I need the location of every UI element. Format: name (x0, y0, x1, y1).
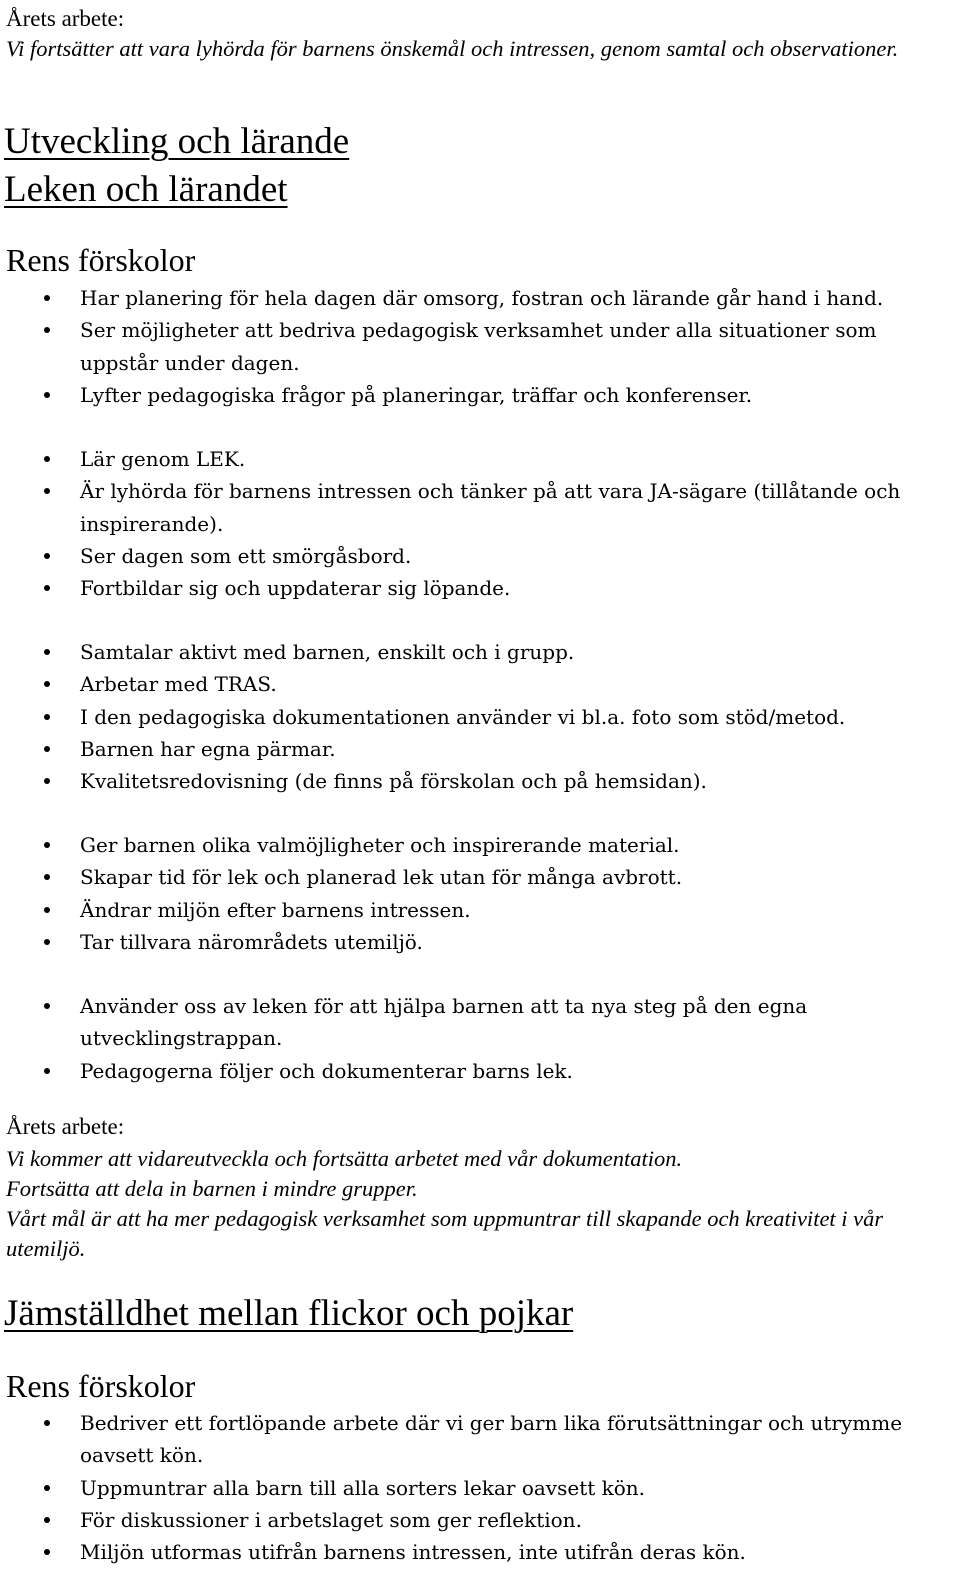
yearly-work-label-2: Årets arbete: (6, 1114, 125, 1139)
section-heading-leken: Leken och lärandet (4, 169, 288, 210)
list-item: I den pedagogiska dokumentationen använder vi bl.a. foto som stöd/metod. (0, 701, 960, 733)
list-item: Skapar tid för lek och planerad lek utan för många avbrott. (0, 861, 960, 893)
list-item: Lär genom LEK. (0, 443, 960, 475)
list-item: Kvalitetsredovisning (de finns på förskolan och på hemsidan). (0, 765, 960, 797)
list-item: Tar tillvara närområdets utemiljö. (0, 926, 960, 958)
list-item: Samtalar aktivt med barnen, enskilt och i grupp. (0, 636, 960, 668)
bullet-icon (44, 939, 50, 945)
bullet-list-equality (0, 1407, 960, 1568)
bullet-icon (44, 295, 50, 301)
bullet-icon (44, 649, 50, 655)
list-item: Har planering för hela dagen där omsorg, fostran och lärande går hand i hand. (0, 282, 960, 314)
list-item: Barnen har egna pärmar. (0, 733, 960, 765)
bullet-icon (44, 746, 50, 752)
yearly-work-line-1: Vi kommer att vidareutveckla och fortsätta arbetet med vår dokumentation. (6, 1146, 683, 1171)
section-heading-jamstalldhet: Jämställdhet mellan flickor och pojkar (4, 1293, 574, 1334)
list-item: Bedriver ett fortlöpande arbete där vi ger barn lika förutsättningar och utrymme oavsett kön. (0, 1407, 960, 1472)
bullet-icon (44, 585, 50, 591)
list-item: Arbetar med TRAS. (0, 668, 960, 700)
yearly-work-line-2: Fortsätta att dela in barnen i mindre grupper. (6, 1176, 418, 1201)
bullet-list-environment (0, 829, 960, 958)
bullet-icon (44, 456, 50, 462)
list-item: Använder oss av leken för att hjälpa barnen att ta nya steg på den egna utvecklingstrappan. (0, 990, 960, 1055)
list-item: Miljön utformas utifrån barnens intressen, inte utifrån deras kön. (0, 1536, 960, 1568)
subheading-rens-forskolor: Rens förskolor (6, 242, 196, 278)
bullet-icon (44, 1068, 50, 1074)
list-item: Ser dagen som ett smörgåsbord. (0, 540, 960, 572)
bullet-icon (44, 714, 50, 720)
bullet-list-play (0, 443, 960, 604)
bullet-icon (44, 553, 50, 559)
bullet-icon (44, 681, 50, 687)
list-item: För diskussioner i arbetslaget som ger reflektion. (0, 1504, 960, 1536)
bullet-icon (44, 1003, 50, 1009)
bullet-list-planning (0, 282, 960, 411)
yearly-work-label: Årets arbete: (6, 6, 125, 31)
bullet-list-development (0, 990, 960, 1087)
section-heading-utveckling: Utveckling och lärande (4, 121, 350, 162)
list-item: Fortbildar sig och uppdaterar sig löpande. (0, 572, 960, 604)
bullet-icon (44, 907, 50, 913)
bullet-icon (44, 392, 50, 398)
list-item: Ändrar miljön efter barnens intressen. (0, 894, 960, 926)
bullet-icon (44, 488, 50, 494)
bullet-icon (44, 1549, 50, 1555)
list-item: Är lyhörda för barnens intressen och tänker på att vara JA-sägare (tillåtande och inspirerande). (0, 475, 960, 540)
bullet-icon (44, 874, 50, 880)
yearly-work-text: Vi fortsätter att vara lyhörda för barnens önskemål och intressen, genom samtal och observationer. (6, 36, 899, 61)
subheading-rens-forskolor-2: Rens förskolor (6, 1368, 196, 1404)
bullet-icon (44, 327, 50, 333)
bullet-icon (44, 842, 50, 848)
list-item: Uppmuntrar alla barn till alla sorters lekar oavsett kön. (0, 1472, 960, 1504)
list-item: Ger barnen olika valmöjligheter och inspirerande material. (0, 829, 960, 861)
bullet-icon (44, 1420, 50, 1426)
bullet-list-documentation (0, 636, 960, 797)
yearly-work-line-3: Vårt mål är att ha mer pedagogisk verksamhet som uppmuntrar till skapande och kreativitet i vår utemiljö. (6, 1206, 884, 1261)
bullet-icon (44, 778, 50, 784)
list-item: Ser möjligheter att bedriva pedagogisk verksamhet under alla situationer som uppstår under dagen. (0, 314, 960, 379)
list-item: Pedagogerna följer och dokumenterar barns lek. (0, 1055, 960, 1087)
bullet-icon (44, 1517, 50, 1523)
list-item: Lyfter pedagogiska frågor på planeringar, träffar och konferenser. (0, 379, 960, 411)
bullet-icon (44, 1485, 50, 1491)
